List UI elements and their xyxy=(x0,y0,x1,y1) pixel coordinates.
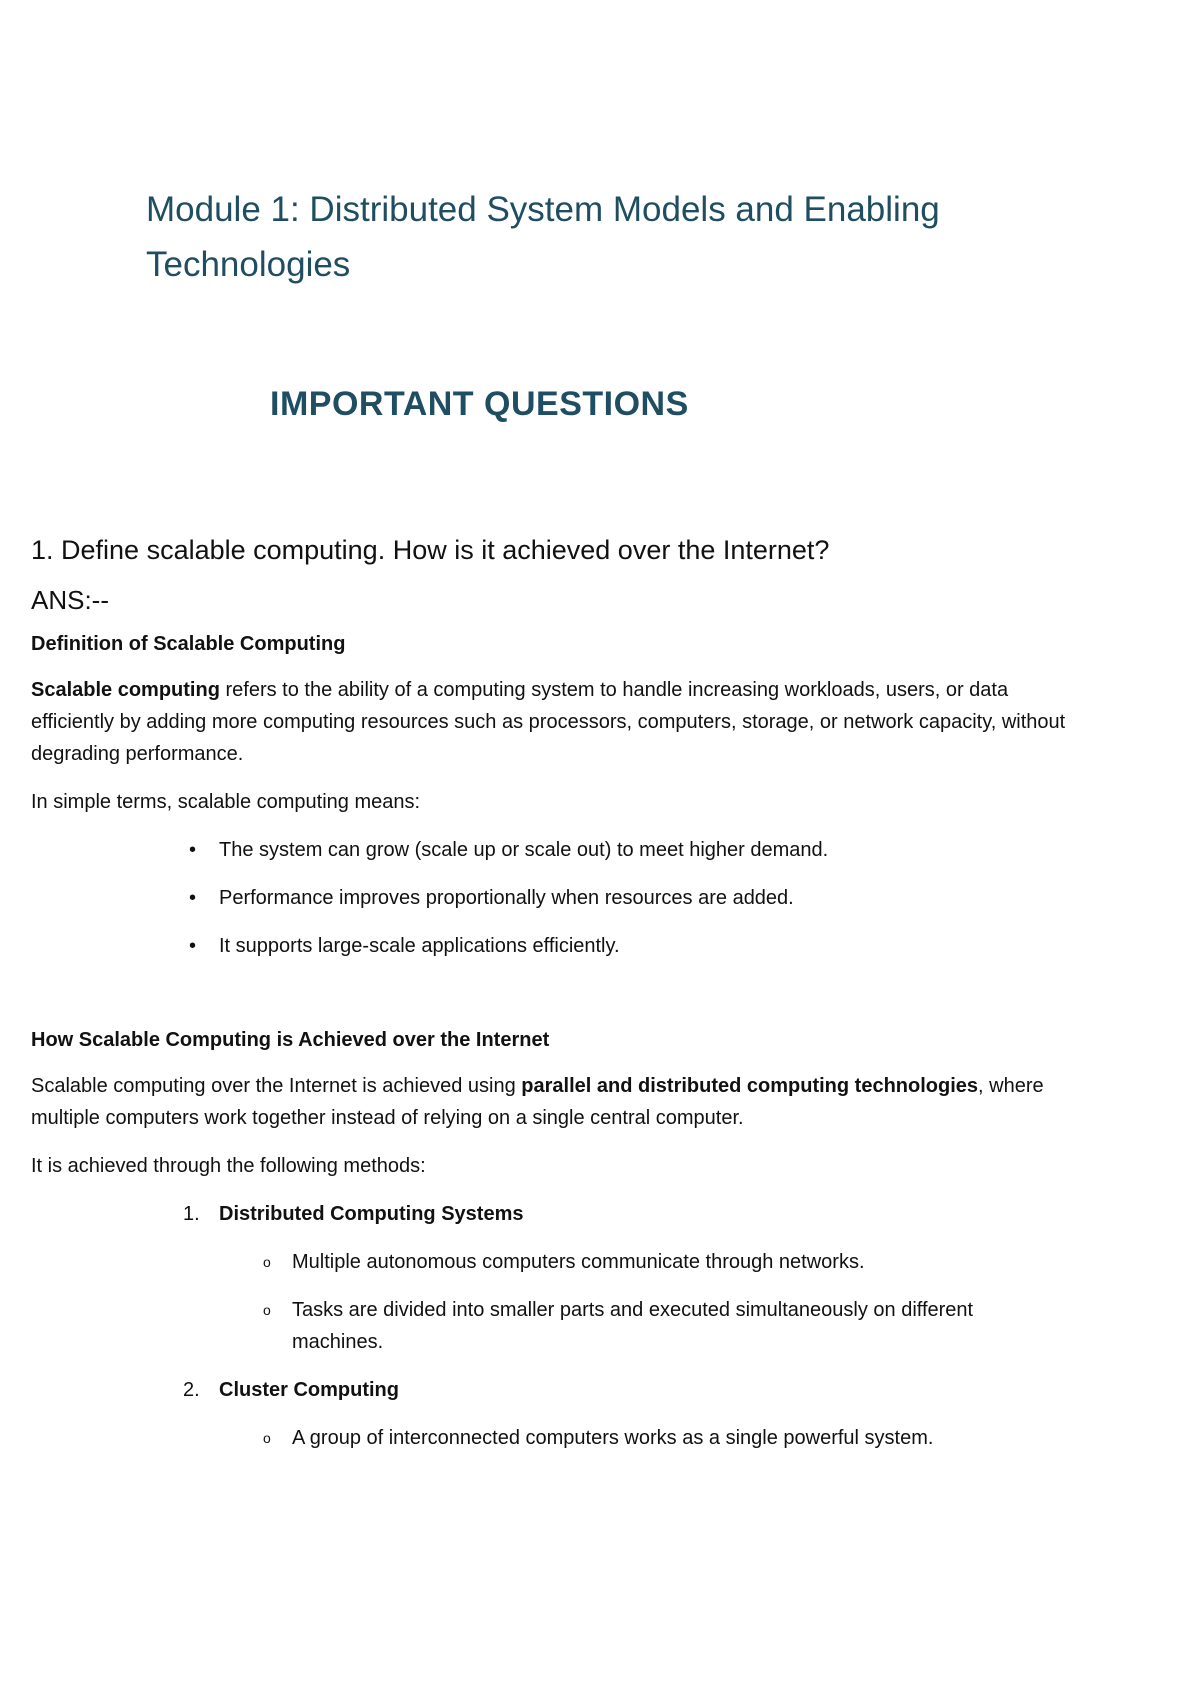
method-item xyxy=(31,1198,1071,1358)
method-title: Cluster Computing xyxy=(219,1379,399,1401)
sub-list-item xyxy=(219,1246,1052,1278)
definition-bullet-list xyxy=(31,834,1071,962)
circle-bullet-icon: o xyxy=(263,1254,271,1270)
how-paragraph xyxy=(31,1070,1071,1134)
method-number: 2. xyxy=(183,1379,200,1401)
section-spacer xyxy=(31,978,1071,1026)
methods-intro: It is achieved through the following methods: xyxy=(31,1155,426,1177)
definition-bold-term: Scalable computing xyxy=(31,679,220,701)
definition-heading: Definition of Scalable Computing xyxy=(31,633,346,655)
how-text-rest: , where multiple computers work together instead of relying on a single central computer. xyxy=(31,1075,1044,1129)
list-item-text: Performance improves proportionally when resources are added. xyxy=(219,887,794,909)
list-item xyxy=(31,882,1071,914)
list-item xyxy=(31,930,1071,962)
circle-bullet-icon: o xyxy=(263,1302,271,1318)
module-title: Module 1: Distributed System Models and Enabling Technologies xyxy=(146,190,940,284)
methods-list xyxy=(31,1198,1071,1454)
list-item-text: It supports large-scale applications efficiently. xyxy=(219,935,620,957)
method-number: 1. xyxy=(183,1203,200,1225)
definition-text: refers to the ability of a computing system to handle increasing workloads, users, or data efficiently by adding more computing resources such as processors, computers, storage, or network capacity, without degrading performance. xyxy=(31,679,1066,765)
circle-bullet-icon: o xyxy=(263,1430,271,1446)
sub-list-item xyxy=(219,1294,1052,1358)
document-content xyxy=(31,530,1071,1470)
sub-list-item-text: Multiple autonomous computers communicate through networks. xyxy=(292,1251,865,1273)
sub-list-item-text: Tasks are divided into smaller parts and executed simultaneously on different machines. xyxy=(292,1299,974,1353)
section-title: IMPORTANT QUESTIONS xyxy=(270,385,689,423)
bullet-icon: • xyxy=(189,839,197,861)
how-bold-term: parallel and distributed computing technologies xyxy=(521,1075,979,1097)
question-heading: 1. Define scalable computing. How is it achieved over the Internet? xyxy=(31,535,830,565)
answer-label: ANS:-- xyxy=(31,585,109,615)
how-heading: How Scalable Computing is Achieved over the Internet xyxy=(31,1029,550,1051)
bullet-icon: • xyxy=(189,887,197,909)
method-points xyxy=(219,1246,1071,1358)
sub-list-item xyxy=(219,1422,1052,1454)
bullet-icon: • xyxy=(189,935,197,957)
simple-terms-text: In simple terms, scalable computing means: xyxy=(31,791,421,813)
method-title: Distributed Computing Systems xyxy=(219,1203,524,1225)
method-item xyxy=(31,1374,1071,1454)
method-points xyxy=(219,1422,1071,1454)
how-text-start: Scalable computing over the Internet is achieved using xyxy=(31,1075,522,1097)
definition-paragraph xyxy=(31,674,1071,770)
list-item xyxy=(31,834,1071,866)
sub-list-item-text: A group of interconnected computers works as a single powerful system. xyxy=(292,1427,934,1449)
list-item-text: The system can grow (scale up or scale out) to meet higher demand. xyxy=(219,839,829,861)
